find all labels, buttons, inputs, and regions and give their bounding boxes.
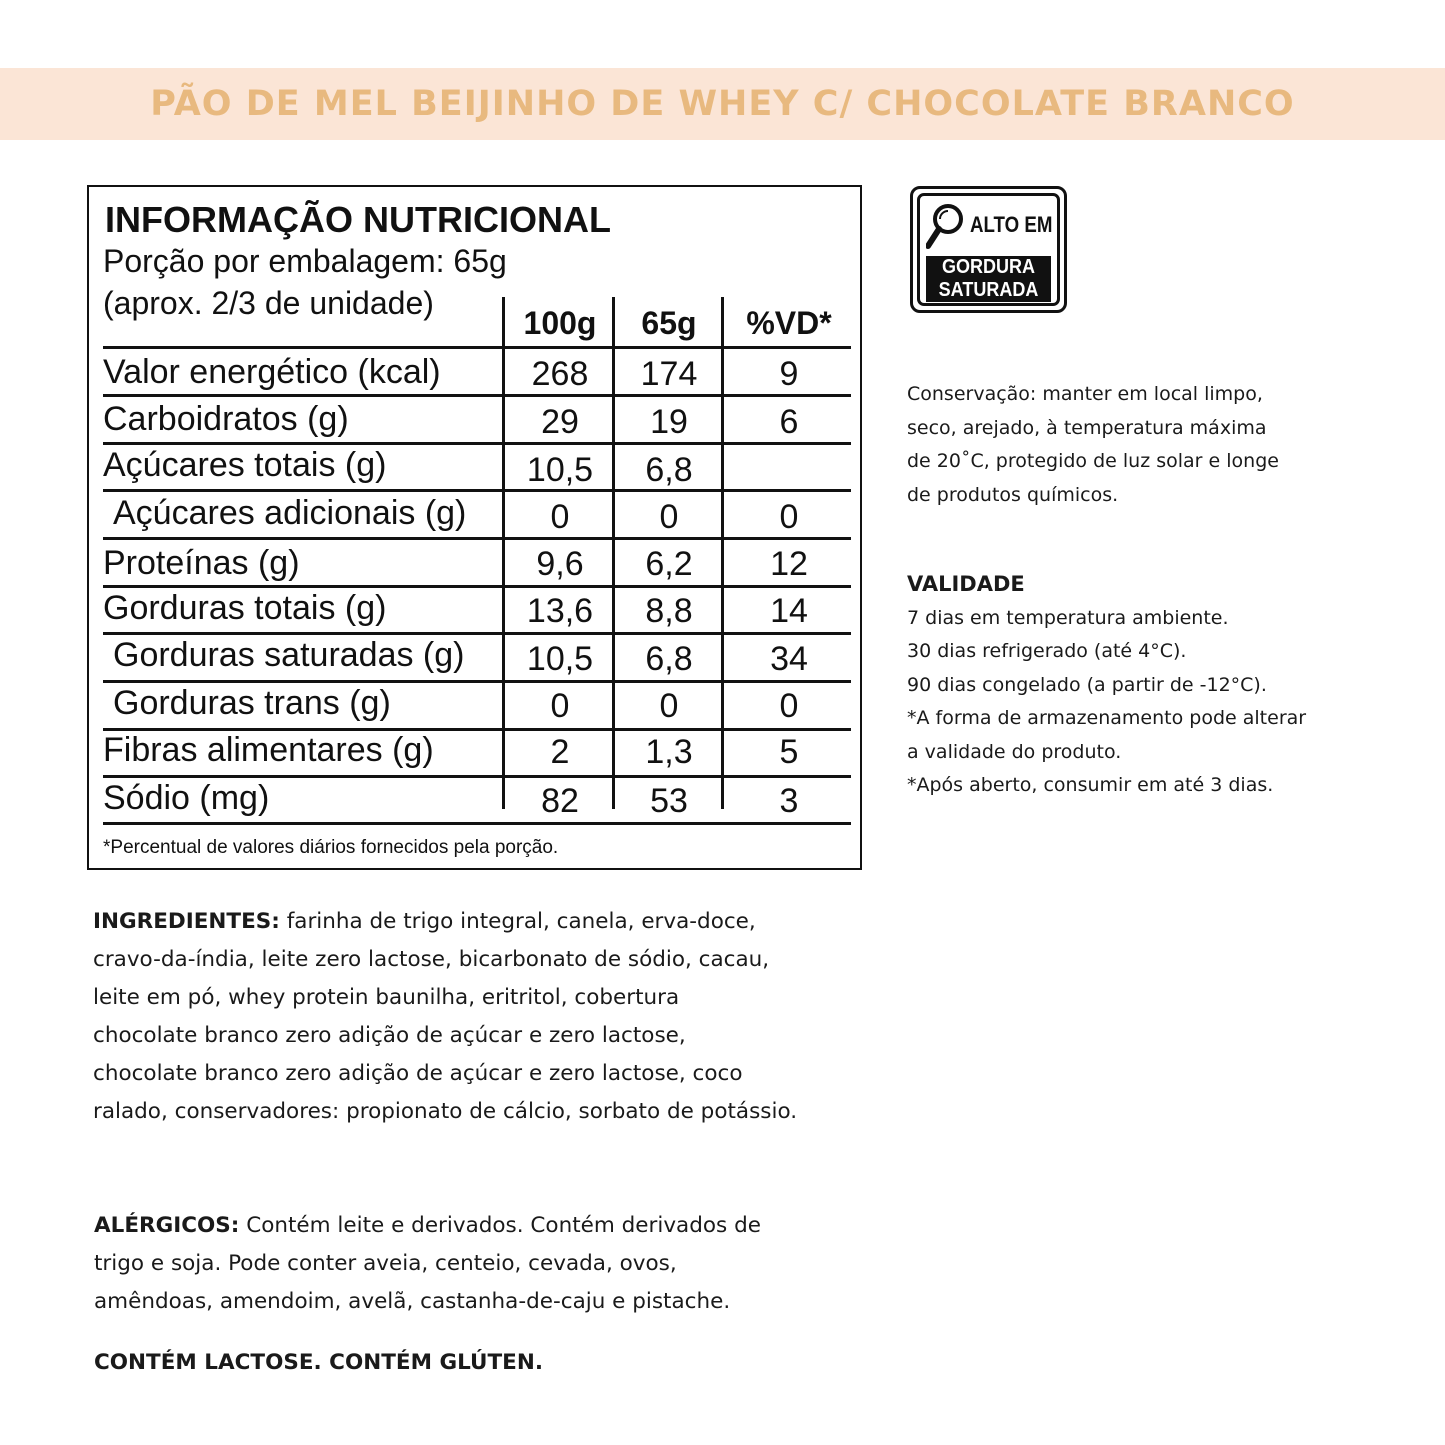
row-divider [103, 442, 851, 445]
nutrient-label: Valor energético (kcal) [103, 353, 441, 391]
ingredients-line: chocolate branco zero adição de açúcar e zero lactose, coco [93, 1061, 743, 1086]
allergens-line: trigo e soja. Pode conter aveia, centeio, cevada, ovos, [94, 1251, 677, 1276]
row-divider [103, 537, 851, 540]
nutrition-title: INFORMAÇÃO NUTRICIONAL [105, 199, 611, 240]
ingredients-section [93, 903, 797, 1131]
value-100g: 0 [550, 498, 570, 536]
high-saturated-fat-badge [910, 186, 1067, 313]
column-header-vd: %VD* [746, 305, 832, 341]
validity-line: *A forma de armazenamento pode alterar [907, 707, 1307, 729]
column-header-65g: 65g [641, 305, 697, 341]
value-65g: 53 [650, 782, 688, 820]
row-divider [103, 632, 851, 635]
value-100g: 268 [531, 355, 589, 393]
value-100g: 9,6 [536, 545, 584, 583]
value-vd: 34 [770, 640, 808, 678]
value-65g: 174 [640, 355, 698, 393]
value-vd: 12 [770, 545, 808, 583]
value-100g: 0 [550, 687, 570, 725]
ingredients-line: chocolate branco zero adição de açúcar e zero lactose, [93, 1023, 686, 1048]
row-divider [103, 775, 851, 778]
validity-heading: VALIDADE [907, 572, 1025, 596]
badge-frame [917, 193, 1060, 306]
validity-line: 90 dias congelado (a partir de -12°C). [907, 673, 1267, 696]
ingredients-line: leite em pó, whey protein baunilha, eritritol, cobertura [93, 985, 680, 1010]
value-100g: 29 [541, 403, 579, 441]
badge-warning-block [926, 256, 1051, 302]
portion-text: Porção por embalagem: 65g [103, 243, 507, 279]
row-divider [103, 394, 851, 397]
value-65g: 6,8 [645, 451, 693, 489]
row-divider [103, 585, 851, 588]
value-65g: 1,3 [645, 733, 693, 771]
title-banner [0, 68, 1445, 140]
conservation-text [907, 378, 1279, 512]
row-divider [103, 489, 851, 492]
allergens-first-line [94, 1207, 761, 1245]
validity-section [907, 568, 1306, 803]
approx-text: (aprox. 2/3 de unidade) [103, 285, 434, 321]
value-65g: 0 [659, 498, 679, 536]
nutrient-label: Proteínas (g) [103, 544, 300, 582]
validity-line: a validade do produto. [907, 740, 1122, 763]
value-65g: 6,2 [645, 545, 693, 583]
allergens-label: ALÉRGICOS: [94, 1213, 240, 1238]
nutrient-label: Gorduras saturadas (g) [113, 636, 465, 674]
badge-top-text: ALTO EM [970, 212, 1053, 237]
allergens-section [94, 1207, 761, 1321]
value-65g: 19 [650, 403, 688, 441]
nutrition-table [87, 185, 862, 870]
value-vd: 14 [770, 592, 808, 630]
ingredients-line: cravo-da-índia, leite zero lactose, bicarbonato de sódio, cacau, [93, 947, 770, 972]
value-100g: 10,5 [526, 640, 594, 678]
row-divider [103, 680, 851, 683]
nutrient-label: Açúcares adicionais (g) [113, 494, 467, 532]
allergens-line: amêndoas, amendoim, avelã, castanha-de-caju e pistache. [94, 1289, 731, 1314]
product-title: PÃO DE MEL BEIJINHO DE WHEY C/ CHOCOLATE BRANCO [150, 84, 1295, 124]
badge-line-2: SATURADA [938, 279, 1039, 301]
value-65g: 6,8 [645, 640, 693, 678]
value-vd: 0 [779, 687, 799, 725]
row-divider [103, 346, 851, 349]
value-65g: 0 [659, 687, 679, 725]
ingredients-label: INGREDIENTES: [93, 909, 280, 934]
magnifier-icon [926, 202, 968, 255]
nutrient-label: Gorduras totais (g) [103, 589, 387, 627]
lactose-gluten-warning: CONTÉM LACTOSE. CONTÉM GLÚTEN. [94, 1350, 544, 1375]
value-65g: 8,8 [645, 592, 693, 630]
nutrient-label: Sódio (mg) [103, 779, 270, 817]
conservation-line: de 20˚C, protegido de luz solar e longe [907, 450, 1279, 472]
validity-line: 30 dias refrigerado (até 4°C). [907, 640, 1187, 662]
validity-line: 7 dias em temperatura ambiente. [907, 606, 1229, 629]
ingredients-line: ralado, conservadores: propionato de cálcio, sorbato de potássio. [93, 1099, 798, 1124]
conservation-line: Conservação: manter em local limpo, [907, 383, 1263, 405]
row-divider [103, 822, 851, 825]
nutrient-label: Açúcares totais (g) [103, 446, 387, 484]
conservation-line: seco, arejado, à temperatura máxima [907, 416, 1267, 439]
column-header-100g: 100g [523, 305, 597, 341]
value-100g: 10,5 [526, 451, 594, 489]
allergens-text: Contém leite e derivados. Contém derivados de [239, 1213, 761, 1238]
badge-line-1: GORDURA [941, 256, 1036, 278]
nutrient-label: Gorduras trans (g) [113, 684, 391, 722]
conservation-line: de produtos químicos. [907, 483, 1119, 506]
table-footnote: *Percentual de valores diários fornecidos pela porção. [103, 837, 559, 858]
ingredients-text: farinha de trigo integral, canela, erva-doce, [279, 909, 756, 934]
value-100g: 82 [541, 782, 579, 820]
nutrient-label: Carboidratos (g) [103, 400, 349, 438]
value-vd: 9 [779, 355, 799, 393]
value-vd: 3 [779, 782, 799, 820]
validity-line: *Após aberto, consumir em até 3 dias. [907, 774, 1274, 796]
nutrient-label: Fibras alimentares (g) [103, 731, 434, 769]
value-100g: 13,6 [526, 592, 594, 630]
value-vd: 6 [779, 403, 799, 441]
value-100g: 2 [550, 733, 570, 771]
value-vd: 0 [779, 498, 799, 536]
ingredients-first-line [93, 903, 797, 941]
value-vd: 5 [779, 733, 799, 771]
